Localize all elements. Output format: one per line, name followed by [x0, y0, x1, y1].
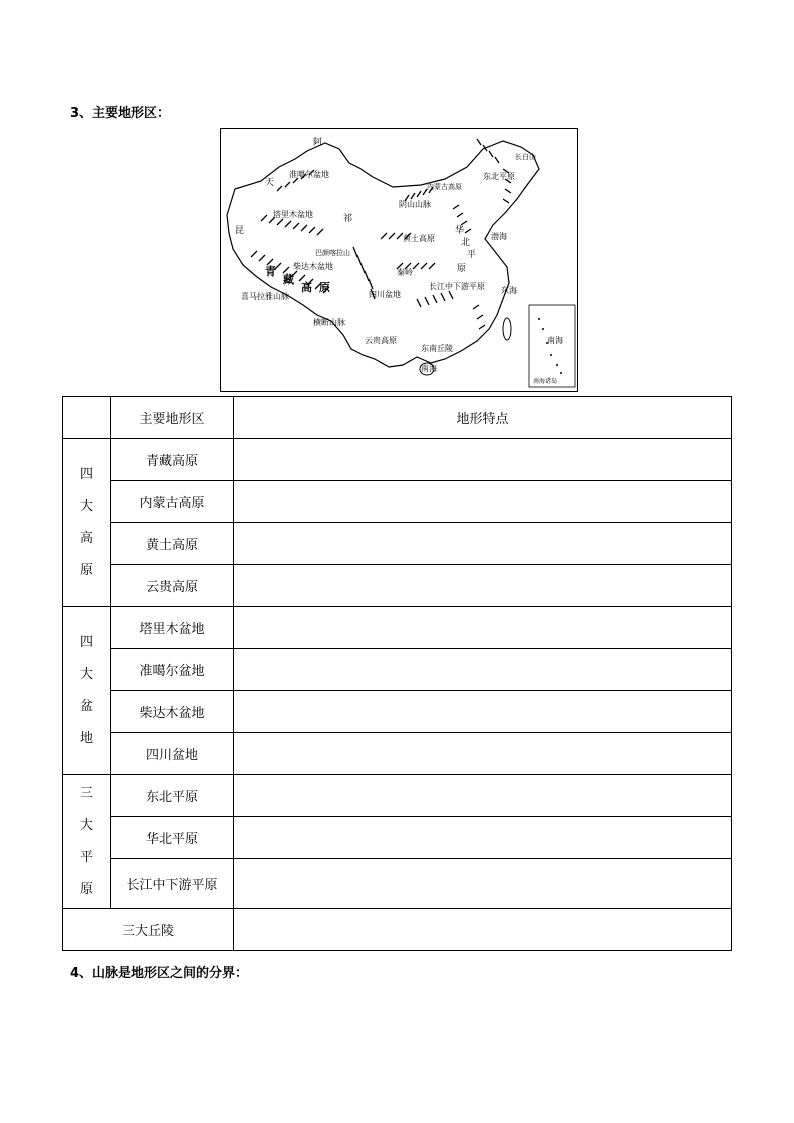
group-label-char: 地 [79, 730, 93, 746]
map-label-bayan: 巴颜喀拉山 [315, 249, 350, 257]
map-label-nanhai: 南海 [421, 364, 437, 373]
map-label-huabei-3: 平 [467, 250, 477, 260]
map-label-neimeng: 内蒙古高原 [427, 183, 462, 191]
group-label [63, 607, 111, 775]
region-name: 云贵高原 [111, 565, 234, 607]
map-label-qingzang-2: 藏 [283, 273, 294, 286]
region-name: 准噶尔盆地 [111, 649, 234, 691]
region-name-hills: 三大丘陵 [63, 909, 234, 951]
group-label-char: 三 [79, 785, 93, 801]
map-label-yungui: 云贵高原 [365, 336, 397, 345]
terrain-table [62, 396, 732, 951]
group-label-char: 大 [79, 817, 93, 833]
map-label-kunlun: 昆 [235, 226, 245, 236]
region-name: 塔里木盆地 [111, 607, 234, 649]
features-answer-cell[interactable] [234, 481, 732, 523]
group-label-char: 原 [79, 881, 93, 897]
features-answer-cell[interactable] [234, 523, 732, 565]
region-name: 四川盆地 [111, 733, 234, 775]
features-answer-cell[interactable] [234, 775, 732, 817]
group-label-char: 大 [79, 666, 93, 682]
group-label-char: 高 [79, 530, 93, 546]
map-label-huabei-2: 北 [461, 238, 471, 248]
region-name: 内蒙古高原 [111, 481, 234, 523]
map-label-changjiang: 长江中下游平原 [429, 282, 485, 291]
group-label [63, 775, 111, 909]
map-label-tarim: 塔里木盆地 [273, 210, 313, 219]
inset-caption: 南海诸岛 [533, 378, 558, 385]
features-answer-cell[interactable] [234, 649, 732, 691]
features-answer-cell[interactable] [234, 817, 732, 859]
features-answer-cell[interactable] [234, 859, 732, 909]
map-label-qingzang-1: 青 [265, 265, 276, 278]
china-terrain-map [220, 128, 578, 392]
map-label-huabei-1: 华 [455, 226, 465, 236]
map-label-junggar: 准噶尔盆地 [289, 170, 329, 179]
features-answer-cell[interactable] [234, 607, 732, 649]
map-label-hengduan: 横断山脉 [313, 318, 345, 327]
section-4-heading: 4、山脉是地形区之间的分界： [70, 966, 249, 981]
map-label-tianshan: 天 [265, 178, 275, 188]
group-label-char: 盆 [79, 698, 93, 714]
features-answer-cell[interactable] [234, 733, 732, 775]
region-name: 华北平原 [111, 817, 234, 859]
region-name: 东北平原 [111, 775, 234, 817]
map-label-qingzang-3: 高 [301, 281, 312, 294]
section-3-heading: 3、主要地形区： [70, 106, 171, 121]
map-label-dongbei: 东北平原 [483, 172, 515, 181]
map-label-huangtu: 黄土高原 [403, 234, 435, 243]
south-sea-inset [529, 305, 575, 387]
map-label-qilian: 祁 [343, 214, 353, 224]
map-label-donghai: 东海 [501, 286, 517, 295]
region-name: 长江中下游平原 [111, 859, 234, 909]
map-label-qaidam: 柴达木盆地 [293, 262, 333, 271]
features-answer-cell[interactable] [234, 909, 732, 951]
group-label [63, 439, 111, 607]
group-label-char: 四 [79, 634, 93, 650]
region-name: 柴达木盆地 [111, 691, 234, 733]
header-blank [63, 397, 111, 439]
features-answer-cell[interactable] [234, 691, 732, 733]
map-label-huabei-4: 原 [457, 264, 467, 274]
inset-label-nanhai: 南海 [547, 336, 563, 345]
map-label-qinling: 秦岭 [397, 268, 413, 277]
group-label-char: 原 [79, 562, 93, 578]
map-label-himalaya: 喜马拉雅山脉 [241, 292, 289, 301]
map-label-qingzang-4: 原 [319, 281, 330, 294]
group-label-char: 平 [79, 849, 93, 865]
map-label-changbai: 长白山 [515, 153, 536, 161]
map-label-dongnan: 东南丘陵 [421, 344, 453, 353]
map-label-bohai: 渤海 [491, 232, 507, 241]
features-answer-cell[interactable] [234, 565, 732, 607]
group-label-char: 大 [79, 498, 93, 514]
region-name: 青藏高原 [111, 439, 234, 481]
map-label-aertai: 阿 [313, 138, 323, 148]
map-label-sichuan: 四川盆地 [369, 290, 401, 299]
region-name: 黄土高原 [111, 523, 234, 565]
header-region: 主要地形区 [111, 397, 234, 439]
header-features: 地形特点 [234, 397, 732, 439]
group-label-char: 四 [79, 466, 93, 482]
map-label-yinshan: 阴山山脉 [399, 200, 431, 209]
features-answer-cell[interactable] [234, 439, 732, 481]
